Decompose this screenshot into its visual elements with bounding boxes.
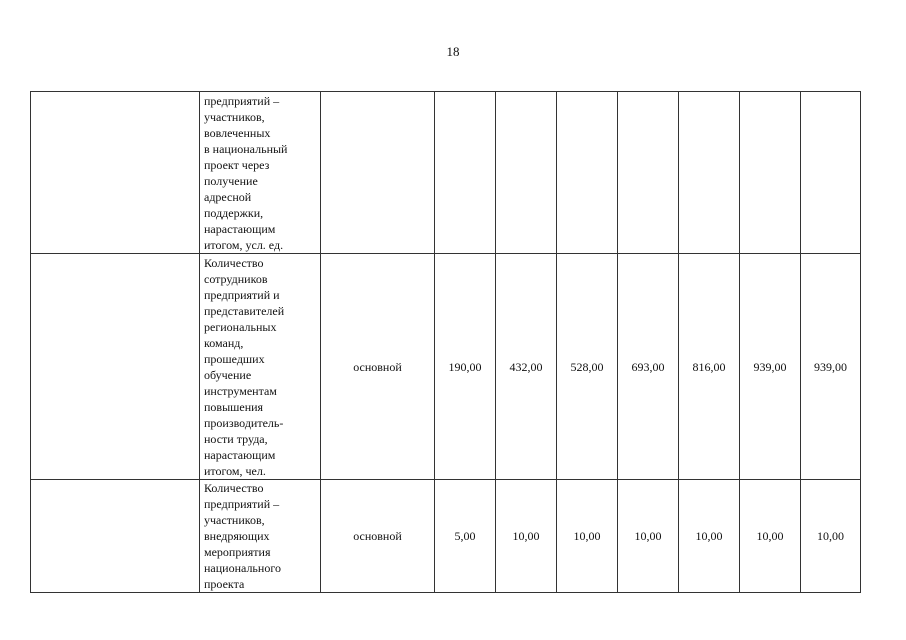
value-cell [557,92,618,254]
page-number: 18 [446,44,460,59]
value-cell: 190,00 [435,254,496,480]
value-cell [435,92,496,254]
value-cell [801,92,861,254]
indicator-name: Количество предприятий – участников, внедряющих мероприятия национального проекта [204,481,281,591]
value-cell: 693,00 [618,254,679,480]
value-cell: 939,00 [740,254,801,480]
indicator-type: основной [321,480,435,593]
value-cell: 528,00 [557,254,618,480]
empty-cell [31,92,200,254]
value-cell: 10,00 [557,480,618,593]
table-row [31,480,861,593]
empty-cell [31,480,200,593]
indicator-type [321,92,435,254]
value-cell [740,92,801,254]
value-cell: 939,00 [801,254,861,480]
value-cell: 10,00 [801,480,861,593]
value-cell: 10,00 [679,480,740,593]
value-cell: 432,00 [496,254,557,480]
table-row [31,92,861,254]
indicators-table [30,91,861,593]
value-cell: 816,00 [679,254,740,480]
value-cell [618,92,679,254]
indicator-name-cell [200,92,321,254]
indicator-name-cell [200,480,321,593]
value-cell [496,92,557,254]
empty-cell [31,254,200,480]
indicator-name-cell [200,254,321,480]
value-cell: 10,00 [496,480,557,593]
indicator-name: Количество сотрудников предприятий и представителей региональных команд, прошедших обучение инструментам повышения производитель- ности труда, нарастающим итогом, чел. [204,255,285,478]
value-cell [679,92,740,254]
value-cell: 10,00 [618,480,679,593]
indicator-name: предприятий – участников, вовлеченных в национальный проект через получение адресной поддержки, нарастающим итогом, усл. ед. [204,93,288,252]
table-row [31,254,861,480]
value-cell: 10,00 [740,480,801,593]
value-cell: 5,00 [435,480,496,593]
indicator-type: основной [321,254,435,480]
